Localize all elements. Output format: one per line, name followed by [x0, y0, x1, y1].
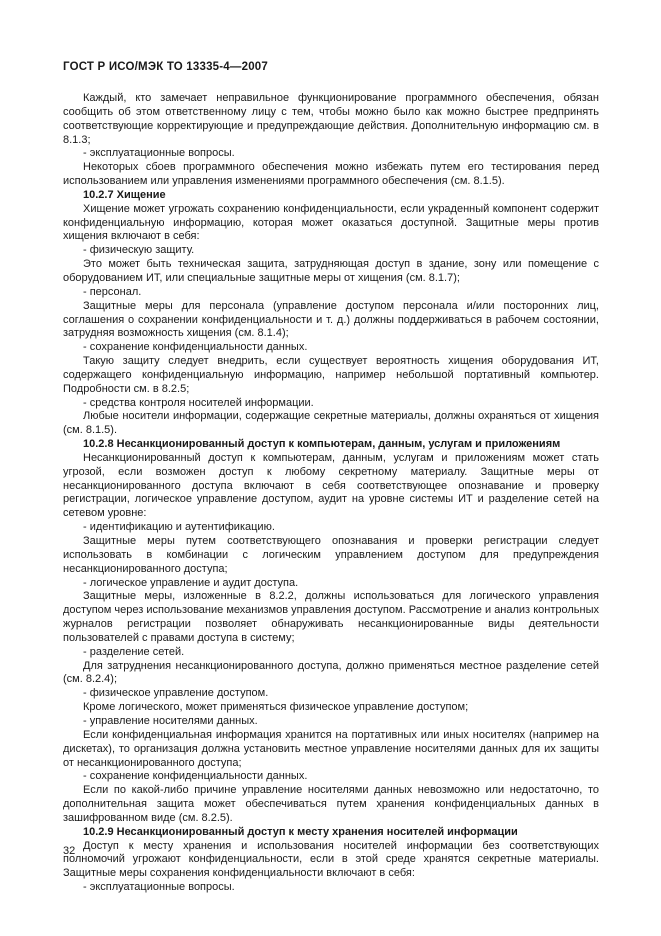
- paragraph: Если по какой-либо причине управление носителями данных невозможно или недостаточно, то дополнительная защита может обеспечиваться путем хранения конфиденциальных данных в зашифрованном виде (см. 8.2.5).: [63, 784, 599, 824]
- paragraph: - средства контроля носителей информации.: [83, 396, 314, 409]
- paragraph: Защитные меры, изложенные в 8.2.2, должны использоваться для логического управления доступом через использование механизмов управления доступом. Рассмотрение и анализ контрольных журналов регистрации позволяет обнаруживать несанкционированные виды деятельности пользователей с правами доступа в систему;: [63, 590, 599, 644]
- paragraph: Защитные меры для персонала (управление доступом персонала и/или посторонних лиц, соглашения о сохранении конфиденциальности и т. д.) должны поддерживаться в рабочем состоянии, затрудняя возможность хищения (см. 8.1.4);: [63, 299, 599, 340]
- paragraph: Некоторых сбоев программного обеспечения можно избежать путем его тестирования перед использованием или управления изменениями программного обеспечения (см. 8.1.5).: [63, 161, 599, 188]
- paragraph: Каждый, кто замечает неправильное функционирование программного обеспечения, обязан сообщить об этом ответственному лицу с тем, чтобы можно было как можно быстрее предпринять соответствующие корректирующие и предупреждающие действия. Дополнительную информацию см. в 8.1.3;: [63, 92, 599, 146]
- paragraph: - эксплуатационные вопросы.: [83, 147, 235, 160]
- paragraph: Несанкционированный доступ к компьютерам, данным, услугам и приложениям может стать угрозой, если возможен доступ к любому секретному материалу. Защитные меры от несанкционированного доступа включают в себя соответствующее опознавание и проверку регистрации, логическое управление доступом, аудит на уровне системы ИТ и разделение сетей на сетевом уровне:: [63, 451, 599, 520]
- paragraph: - идентификацию и аутентификацию.: [83, 521, 275, 534]
- paragraph: - логическое управление и аудит доступа.: [83, 576, 299, 589]
- paragraph: Защитные меры путем соответствующего опознавания и проверки регистрации следует использовать в комбинации с логическим управлением доступом для предупреждения несанкционированного доступа;: [63, 535, 599, 575]
- paragraph: Хищение может угрожать сохранению конфиденциальности, если украденный компонент содержит конфиденциальную информацию, которая может оказаться доступной. Защитные меры против хищения включают в себя:: [63, 202, 599, 243]
- paragraph: - разделение сетей.: [83, 645, 185, 658]
- paragraph: - сохранение конфиденциальности данных.: [83, 341, 308, 354]
- section-heading: 10.2.8 Несанкционированный доступ к компьютерам, данным, услугам и приложениям: [83, 438, 561, 451]
- paragraph: - управление носителями данных.: [83, 714, 258, 727]
- paragraph: Если конфиденциальная информация хранится на портативных или иных носителях (например на дискетах), то организация должна установить местное управление носителями данных для их защиты от несанкционированного доступа;: [63, 728, 599, 769]
- paragraph: - эксплуатационные вопросы.: [83, 881, 235, 894]
- paragraph: Такую защиту следует внедрить, если существует вероятность хищения оборудования ИТ, содержащего конфиденциальную информацию, например небольшой портативный компьютер. Подробности см. в 8.2.5;: [63, 355, 599, 395]
- paragraph: - физическое управление доступом.: [83, 687, 269, 700]
- paragraph: Для затруднения несанкционированного доступа, должно применяться местное разделение сетей (см. 8.2.4);: [63, 659, 599, 686]
- paragraph: Доступ к месту хранения и использования носителей информации без соответствующих полномочий угрожают конфиденциальности, если в этой среде хранятся секретные материалы. Защитные меры сохранения конфиденциальности включают в себя:: [63, 839, 599, 880]
- content: [63, 92, 599, 895]
- paragraph: - персонал.: [83, 285, 142, 298]
- document-header-title: ГОСТ Р ИСО/МЭК ТО 13335-4—2007: [63, 61, 268, 73]
- paragraph: - физическую защиту.: [83, 244, 195, 257]
- section-heading: 10.2.7 Хищение: [83, 188, 166, 201]
- paragraph: Это может быть техническая защита, затрудняющая доступ в здание, зону или помещение с оборудованием ИТ, или специальные защитные меры от хищения (см. 8.1.7);: [63, 258, 599, 284]
- paragraph: Любые носители информации, содержащие секретные материалы, должны охраняться от хищения (см. 8.1.5).: [63, 410, 599, 437]
- paragraph: Кроме логического, может применяться физическое управление доступом;: [83, 701, 469, 714]
- page-number: 32: [63, 845, 76, 857]
- paragraph: - сохранение конфиденциальности данных.: [83, 770, 308, 783]
- section-heading: 10.2.9 Несанкционированный доступ к месту хранения носителей информации: [83, 825, 518, 838]
